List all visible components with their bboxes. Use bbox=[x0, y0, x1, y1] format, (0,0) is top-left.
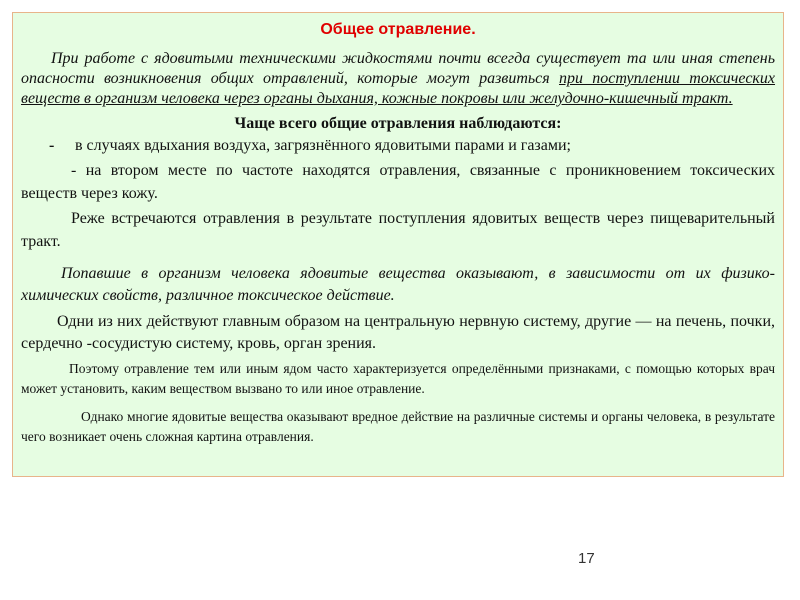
bullet-skin: - на втором месте по частоте находятся отравления, связанные с проникновением токсических веществ через кожу. bbox=[21, 162, 775, 202]
bullet-inhalation-text: в случаях вдыхания воздуха, загрязнённого ядовитыми парами и газами; bbox=[75, 137, 571, 154]
bullet-dash: - bbox=[49, 137, 55, 154]
paragraph-signs: Поэтому отравление тем или иным ядом часто характеризуется определёнными признаками, с помощью которых врач может установить, каким веществом вызвано то или иное отравление. bbox=[21, 361, 775, 396]
page-number: 17 bbox=[578, 550, 595, 567]
paragraph-digestive: Реже встречаются отравления в результате поступления ядовитых веществ через пищеварительный тракт. bbox=[21, 210, 775, 250]
bullet-inhalation bbox=[21, 135, 775, 157]
paragraph-complex-picture: Однако многие ядовитые вещества оказывают вредное действие на различные системы и органы человека, в результате чего возникает очень сложная картина отравления. bbox=[21, 409, 775, 444]
subheading: Чаще всего общие отравления наблюдаются: bbox=[234, 115, 562, 132]
intro-underlined-text: при поступлении токсических веществ в организм человека через органы дыхания, кожные покровы или желудочно-кишечный тракт. bbox=[21, 70, 776, 107]
content-box bbox=[12, 12, 784, 477]
paragraph-target-organs: Одни из них действуют главным образом на центральную нервную систему, другие — на печень, почки, сердечно -сосудистую систему, кровь, орган зрения. bbox=[21, 313, 775, 352]
slide-title: Общее отравление. bbox=[320, 21, 476, 38]
paragraph-toxic-action: Попавшие в организм человека ядовитые вещества оказывают, в зависимости от их физико-химических свойств, различное токсическое действие. bbox=[21, 265, 775, 304]
intro-paragraph bbox=[21, 49, 775, 109]
intro-plain-text: При работе с ядовитыми техническими жидкостями почти всегда существует та или иная степень опасности возникновения общих отравлений, которые могут развиться bbox=[21, 50, 775, 87]
